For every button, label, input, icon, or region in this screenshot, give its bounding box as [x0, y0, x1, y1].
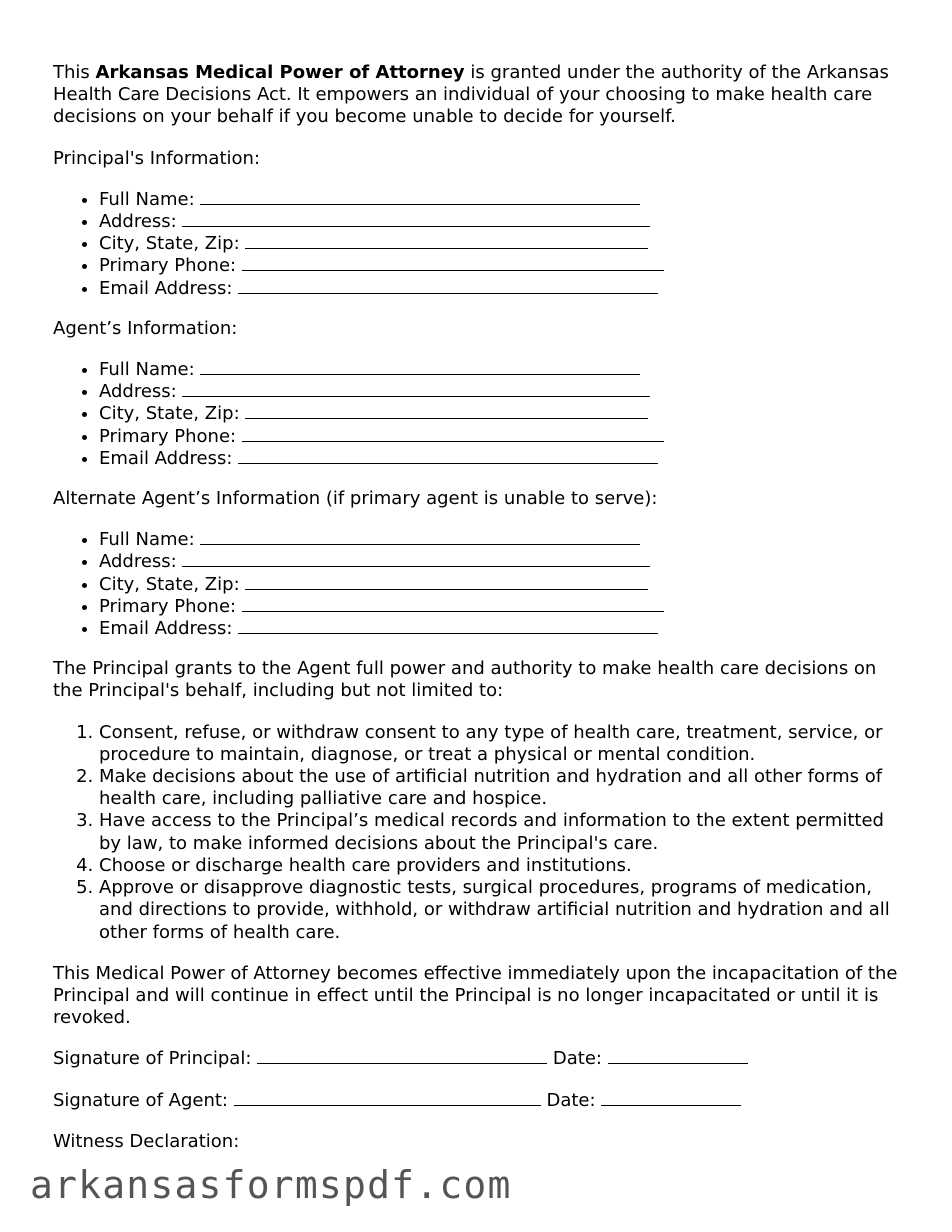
principal-full-name-line[interactable]: [200, 189, 640, 205]
intro-prefix: This: [53, 62, 96, 83]
alternate-address-line[interactable]: [182, 551, 650, 567]
alternate-agent-fields: [53, 529, 903, 640]
intro-suffix: is granted under the authority of the Arkansas Health Care Decisions Act. It empowers an individual of your choosing to make health care decisions on your behalf if you become unable to decide for yourself.: [53, 62, 889, 128]
agent-full-name-line[interactable]: [200, 359, 640, 375]
power-item: 1. Consent, refuse, or withdraw consent to any type of health care, treatment, service, or procedure to maintain, diagnose, or treat a physical or mental condition.: [99, 722, 903, 766]
principal-signature-row: [53, 1048, 903, 1070]
principal-city-state-zip-line[interactable]: [245, 233, 648, 249]
effective-paragraph: This Medical Power of Attorney becomes effective immediately upon the incapacitation of the Principal and will continue in effect until the Principal is no longer incapacitated or until it is revoked.: [53, 962, 898, 1029]
agent-email-field: • Email Address:: [99, 448, 903, 470]
agent-date-label: Date:: [546, 1089, 596, 1111]
principal-primary-phone-line[interactable]: [242, 255, 664, 271]
agent-email-line[interactable]: [238, 448, 658, 464]
alternate-agent-heading: Alternate Agent’s Information (if primary agent is unable to serve):: [53, 488, 658, 510]
principal-email-line[interactable]: [238, 278, 658, 294]
agent-full-name-field: • Full Name:: [99, 359, 903, 381]
agent-signature-label: Signature of Agent:: [53, 1089, 228, 1111]
alternate-email-line[interactable]: [238, 618, 658, 634]
agent-fields: [53, 359, 903, 470]
principal-address-line[interactable]: [182, 211, 650, 227]
witness-heading: Witness Declaration:: [53, 1130, 240, 1152]
principal-fields: [53, 189, 903, 300]
principal-primary-phone-field: • Primary Phone:: [99, 255, 903, 277]
agent-address-field: • Address:: [99, 381, 903, 403]
agent-city-state-zip-line[interactable]: [245, 403, 648, 419]
principal-full-name-field: • Full Name:: [99, 189, 903, 211]
agent-primary-phone-line[interactable]: [242, 426, 664, 442]
power-item: 2. Make decisions about the use of artificial nutrition and hydration and all other forms of health care, including palliative care and hospice.: [99, 766, 903, 810]
document-page: [53, 62, 903, 1153]
powers-list: [53, 722, 903, 944]
principal-date-label: Date:: [552, 1048, 602, 1070]
agent-primary-phone-field: • Primary Phone:: [99, 426, 903, 448]
alternate-primary-phone-line[interactable]: [242, 596, 664, 612]
principal-address-field: • Address:: [99, 211, 903, 233]
alternate-full-name-field: • Full Name:: [99, 529, 903, 551]
power-item: 4. Choose or discharge health care providers and institutions.: [99, 855, 903, 877]
agent-city-state-zip-field: • City, State, Zip:: [99, 403, 903, 425]
alternate-email-field: • Email Address:: [99, 618, 903, 640]
intro-paragraph: [53, 62, 903, 129]
grants-paragraph: The Principal grants to the Agent full power and authority to make health care decisions on the Principal's behalf, including but not limited to:: [53, 658, 877, 702]
principal-heading: Principal's Information:: [53, 147, 261, 169]
principal-city-state-zip-field: • City, State, Zip:: [99, 233, 903, 255]
agent-signature-line[interactable]: [234, 1090, 541, 1106]
power-item: 3. Have access to the Principal’s medical records and information to the extent permitted by law, to make informed decisions about the Principal's care.: [99, 810, 903, 854]
principal-signature-label: Signature of Principal:: [53, 1048, 252, 1070]
power-item: 5. Approve or disapprove diagnostic tests, surgical procedures, programs of medication, and directions to provide, withhold, or withdraw artificial nutrition and hydration and all other forms of health care.: [99, 877, 903, 944]
agent-date-line[interactable]: [601, 1090, 741, 1106]
alternate-address-field: • Address:: [99, 551, 903, 573]
watermark: arkansasformspdf.com: [30, 1163, 512, 1207]
principal-date-line[interactable]: [608, 1048, 748, 1064]
agent-heading: Agent’s Information:: [53, 317, 238, 339]
agent-address-line[interactable]: [182, 381, 650, 397]
alternate-full-name-line[interactable]: [200, 529, 640, 545]
alternate-city-state-zip-line[interactable]: [245, 574, 648, 590]
principal-signature-line[interactable]: [257, 1048, 547, 1064]
alternate-city-state-zip-field: • City, State, Zip:: [99, 574, 903, 596]
intro-document-title: Arkansas Medical Power of Attorney: [95, 62, 465, 83]
agent-signature-row: [53, 1090, 903, 1112]
principal-email-field: • Email Address:: [99, 278, 903, 300]
alternate-primary-phone-field: • Primary Phone:: [99, 596, 903, 618]
